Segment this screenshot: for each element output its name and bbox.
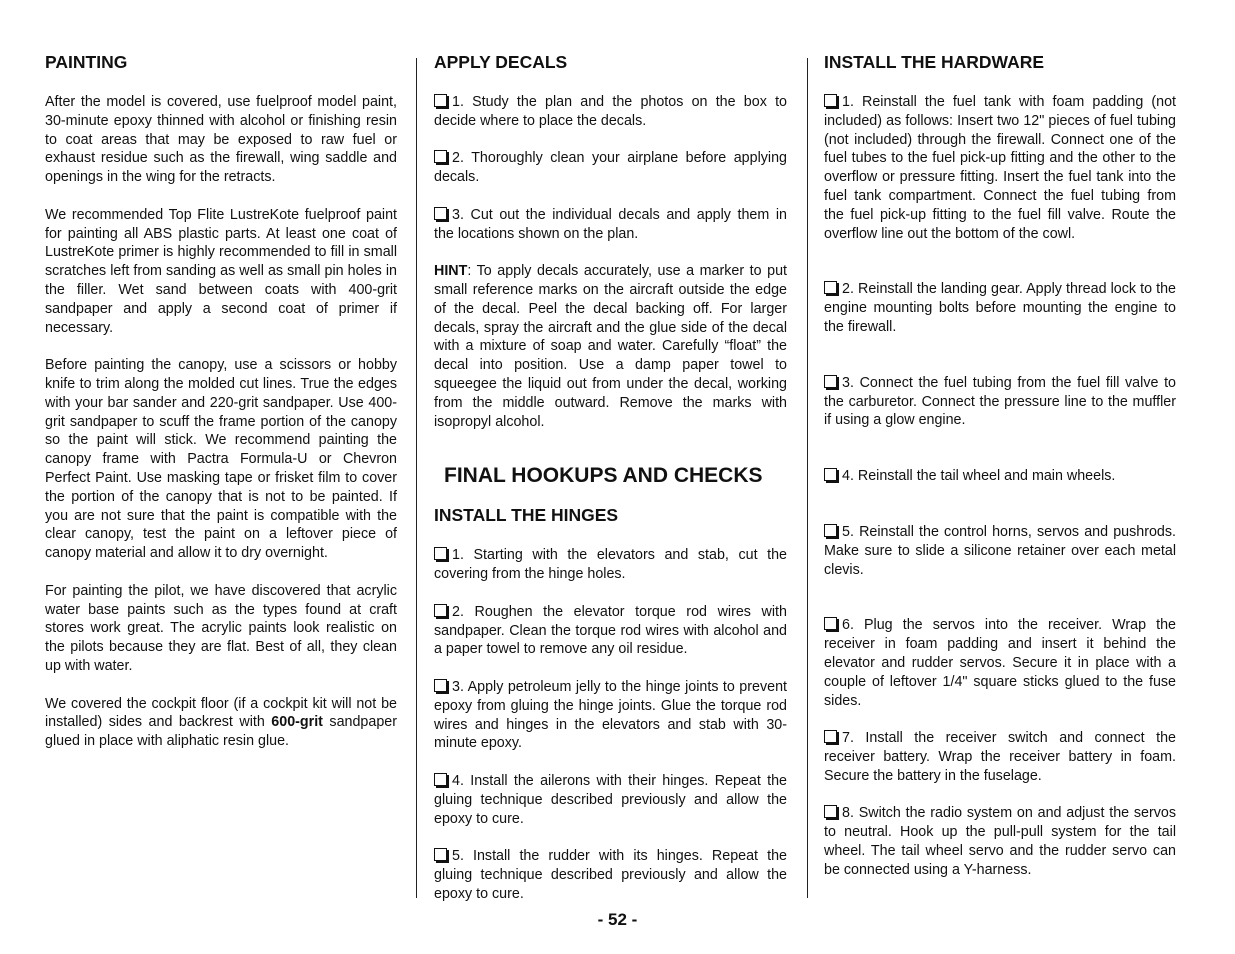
- step-text: 2. Roughen the elevator torque rod wires with sandpaper. Clean the torque rod wires with alcohol and a paper towel to remove any oil residue.: [434, 603, 787, 658]
- step-text: 3. Connect the fuel tubing from the fuel fill valve to the carburetor. Connect the pressure line to the muffler if using a glow engine.: [824, 374, 1176, 429]
- step-text: 5. Install the rudder with its hinges. Repeat the gluing technique described previously and allow the epoxy to cure.: [434, 848, 787, 902]
- hardware-step: [824, 467, 1176, 486]
- step-text: 3. Cut out the individual decals and apply them in the locations shown on the plan.: [434, 206, 787, 242]
- step-text: 3. Apply petroleum jelly to the hinge joints to prevent epoxy from gluing the hinge joints. Glue the torque rod wires and hinges in the elevators and stab with 30-minute epoxy.: [434, 678, 787, 752]
- step-text: 1. Study the plan and the photos on the box to decide where to place the decals.: [434, 94, 787, 129]
- painting-paragraph: [45, 695, 397, 751]
- hinge-step: [434, 546, 787, 584]
- hardware-step: [824, 280, 1176, 336]
- hardware-heading: INSTALL THE HARDWARE: [824, 52, 1045, 72]
- checkbox-icon[interactable]: [824, 468, 837, 481]
- hinge-step: [434, 603, 787, 659]
- step-text: 7. Install the receiver switch and connect the receiver battery. Wrap the receiver battery in foam. Secure the battery in the fuselage.: [824, 730, 1176, 784]
- page-number: - 52 -: [597, 910, 638, 929]
- decals-heading: APPLY DECALS: [434, 52, 568, 72]
- column-hardware: [824, 50, 1176, 898]
- hardware-step: [824, 93, 1176, 243]
- checkbox-icon[interactable]: [824, 281, 837, 294]
- step-text: 8. Switch the radio system on and adjust the servos to neutral. Hook up the pull-pull system for the tail wheel. The tail wheel servo and the rudder servo can be connected using a Y-harness.: [824, 805, 1176, 878]
- step-text: 1. Starting with the elevators and stab, cut the covering from the hinge holes.: [434, 547, 787, 583]
- checkbox-icon[interactable]: [434, 604, 447, 617]
- checkbox-icon[interactable]: [434, 679, 447, 692]
- paragraph-text: We covered the cockpit floor (if a cockpit kit will not be installed) sides and backrest with: [45, 695, 397, 731]
- hinge-step: [434, 772, 787, 828]
- decal-step: [434, 93, 787, 131]
- checkbox-icon[interactable]: [824, 375, 837, 388]
- checkbox-icon[interactable]: [434, 150, 447, 163]
- hardware-step: [824, 374, 1176, 430]
- column-divider: [807, 58, 808, 898]
- decal-step: [434, 149, 787, 187]
- painting-paragraph: We recommended Top Flite LustreKote fuelproof paint for painting all ABS plastic parts. At least one coat of LustreKote primer is highly recommended to fill in small scratches left from sanding as well as small pin holes in the filler. Wet sand between coats with 400-grit sandpaper and apply a second coat of primer if necessary.: [45, 206, 397, 336]
- column-decals-hinges: [434, 50, 787, 922]
- painting-paragraph: After the model is covered, use fuelproof model paint, 30-minute epoxy thinned with alcohol or finishing resin to coat areas that may be exposed to raw fuel or exhaust residue such as the firewall, wing saddle and openings in the wing for the retracts.: [45, 94, 397, 186]
- hint-label: HINT: [434, 263, 468, 280]
- step-text: 4. Reinstall the tail wheel and main wheels.: [842, 468, 1116, 485]
- hinge-step: [434, 847, 787, 903]
- hinge-step: [434, 678, 787, 753]
- checkbox-icon[interactable]: [434, 94, 447, 107]
- paragraph-text: sandpaper glued in place with aliphatic resin glue.: [45, 714, 397, 750]
- painting-paragraph: Before painting the canopy, use a scissors or hobby knife to trim along the molded cut lines. True the edges with your bar sander and 220-grit sandpaper. Use 400-grit sandpaper to scuff the frame portion of the canopy so the paint will stick. We recommend painting the canopy frame with Pactra Formula-U or Chevron Perfect Paint. Use masking tape or frisket film to cover the portion of the canopy that is not to be painted. If you are not sure that the paint is compatible with the clear canopy, test the paint on a leftover piece of canopy material and allow it to dry overnight.: [45, 357, 397, 562]
- painting-heading: PAINTING: [45, 52, 128, 72]
- hardware-step: [824, 523, 1176, 579]
- checkbox-icon[interactable]: [824, 805, 837, 818]
- hinges-heading: INSTALL THE HINGES: [434, 505, 619, 526]
- step-text: 6. Plug the servos into the receiver. Wrap the receiver in foam padding and insert it behind the elevator and rudder servos. Secure it in place with a couple of leftover 1/4" square sticks glued to the fuse sides.: [824, 617, 1176, 709]
- hint-paragraph: [434, 262, 787, 431]
- column-divider: [416, 58, 417, 898]
- bold-text: 600-grit: [271, 714, 323, 731]
- decal-step: [434, 206, 787, 244]
- column-painting: [45, 50, 397, 770]
- checkbox-icon[interactable]: [434, 773, 447, 786]
- step-text: 2. Reinstall the landing gear. Apply thread lock to the engine mounting bolts before mounting the engine to the firewall.: [824, 281, 1176, 335]
- hint-text: : To apply decals accurately, use a marker to put small reference marks on the aircraft outside the edge of the decal. Peel the decal backing off. For larger decals, spray the aircraft and the glue side of the decal with a mixture of soap and water. Carefully “float” the decal into position. Use a damp paper towel to squeegee the liquid out from under the decal, working from the middle outward. Remove the marks with isopropyl alcohol.: [434, 263, 787, 430]
- checkbox-icon[interactable]: [824, 730, 837, 743]
- hardware-step: [824, 804, 1176, 879]
- step-text: 2. Thoroughly clean your airplane before applying decals.: [434, 150, 787, 186]
- hardware-step: [824, 616, 1176, 710]
- step-text: 5. Reinstall the control horns, servos and pushrods. Make sure to slide a silicone retainer over each metal clevis.: [824, 523, 1176, 578]
- checkbox-icon[interactable]: [824, 524, 837, 537]
- step-text: 1. Reinstall the fuel tank with foam padding (not included) as follows: Insert two 12" pieces of fuel tubing (not included) through the firewall. Connect one of the fuel tubes to the fuel pick-up fitting and the other to the overflow or pressure fitting. Insert the fuel tank into the fuel tank compartment. Connect the fuel tubing from the fuel pick-up fitting to the fuel fill valve. Route the overflow line out the bottom of the cowl.: [824, 94, 1176, 242]
- checkbox-icon[interactable]: [434, 848, 447, 861]
- hardware-step: [824, 729, 1176, 785]
- checkbox-icon[interactable]: [434, 547, 447, 560]
- section-title: FINAL HOOKUPS AND CHECKS: [444, 464, 763, 488]
- checkbox-icon[interactable]: [824, 617, 837, 630]
- checkbox-icon[interactable]: [824, 94, 837, 107]
- painting-paragraph: For painting the pilot, we have discovered that acrylic water base paints such as the types found at craft stores work great. The acrylic paints look realistic on the pilots because they are flat. Best of all, they clean up with water.: [45, 582, 397, 674]
- step-text: 4. Install the ailerons with their hinges. Repeat the gluing technique described previously and allow the epoxy to cure.: [434, 772, 787, 827]
- checkbox-icon[interactable]: [434, 207, 447, 220]
